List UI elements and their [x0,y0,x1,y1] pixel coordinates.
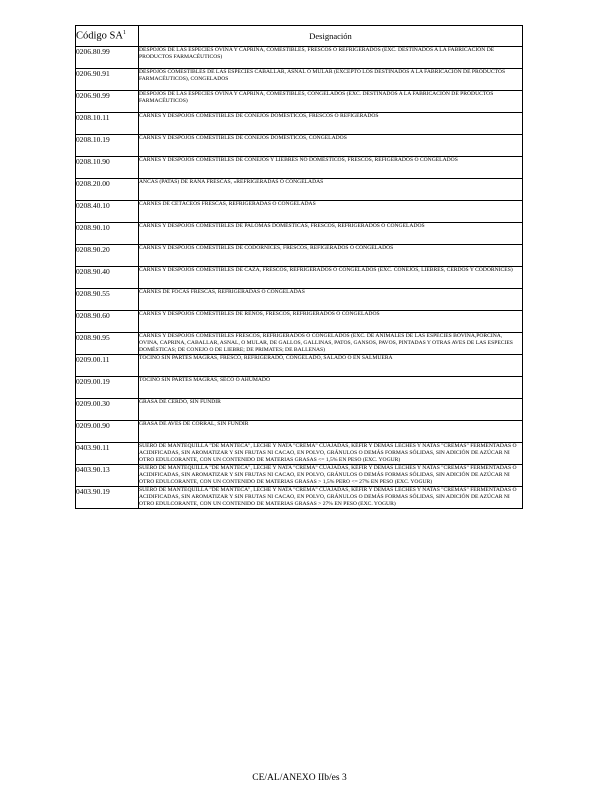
designation-cell: TOCINO SIN PARTES MAGRAS, FRESCO, REFRIGERADO, CONGELADO, SALADO O EN SALMUERA [139,355,523,377]
code-cell: 0208.90.10 [76,223,139,245]
table-row [76,355,523,377]
code-cell: 0403.90.19 [76,487,139,509]
table-row [76,333,523,355]
hs-code-table [75,25,523,509]
designation-cell: SUERO DE MANTEQUILLA "DE MANTECA", LECHE Y NATA "CREMA" CUAJADAS, KÉFIR Y DEMÁS LECHES Y NATAS "CREMAS" FERMENTADAS O ACIDIFICADAS, SIN AROMATIZAR Y SIN FRUTAS NI CACAO, EN POLVO, GRÁNULOS O DEMÁS FORMAS SÓLIDAS, SIN ADICIÓN DE AZÚCAR NI OTRO EDULCORANTE, CON UN CONTENIDO DE MATERIAS GRASAS <= 1,5% EN PESO (EXC. YOGUR) [139,443,523,465]
table-row [76,69,523,91]
designation-cell: CARNES Y DESPOJOS COMESTIBLES DE CONEJOS DOMÉSTICOS, CONGELADOS [139,135,523,157]
designation-cell: DESPOJOS COMESTIBLES DE LAS ESPECIES CABALLAR, ASNAL O MULAR (EXCEPTO LOS DESTINADOS A LA FABRICACIÓN DE PRODUCTOS FARMACÉUTICOS), CONGELADOS [139,69,523,91]
code-cell: 0208.10.90 [76,157,139,179]
table-row [76,179,523,201]
designation-cell: CARNES Y DESPOJOS COMESTIBLES DE CODORNICES, FRESCOS, REFIGERADOS O CONGELADOS [139,245,523,267]
table-row [76,135,523,157]
designation-cell: DESPOJOS DE LAS ESPECIES OVINA Y CAPRINA, COMESTIBLES, CONGELADOS (EXC. DESTINADOS A LA FABRICACIÓN DE PRODUCTOS FARMACÉUTICOS) [139,91,523,113]
code-cell: 0209.00.30 [76,399,139,421]
designation-cell: GRASA DE AVES DE CORRAL, SIN FUNDIR [139,421,523,443]
code-cell: 0206.80.99 [76,47,139,69]
code-cell: 0208.10.19 [76,135,139,157]
designation-cell: TOCINO SIN PARTES MAGRAS, SECO O AHUMADO [139,377,523,399]
table-row [76,311,523,333]
header-designation: Designación [139,26,523,47]
code-cell: 0208.40.10 [76,201,139,223]
code-cell: 0208.20.00 [76,179,139,201]
table-body [76,47,523,509]
code-cell: 0206.90.91 [76,69,139,91]
designation-cell: SUERO DE MANTEQUILLA "DE MANTECA", LECHE Y NATA "CREMA" CUAJADAS, KÉFIR Y DEMÁS LECHES Y NATAS "CREMAS" FERMENTADAS O ACIDIFICADAS, SIN AROMATIZAR Y SIN FRUTAS NI CACAO, EN POLVO, GRÁNULOS O DEMÁS FORMAS SÓLIDAS, SIN ADICIÓN DE AZÚCAR NI OTRO EDULCORANTE, CON UN CONTENIDO DE MATERIAS GRASAS > 27% EN PESO (EXC. YOGUR) [139,487,523,509]
header-code-label: Código SA [76,30,123,42]
table-row [76,201,523,223]
table-row [76,113,523,135]
code-cell: 0209.00.90 [76,421,139,443]
code-cell: 0208.10.11 [76,113,139,135]
table-row [76,487,523,509]
code-cell: 0208.90.95 [76,333,139,355]
table-row [76,377,523,399]
designation-cell: CARNES Y DESPOJOS COMESTIBLES DE PALOMAS DOMÉSTICAS, FRESCOS, REFRIGERADOS O CONGELADOS [139,223,523,245]
code-cell: 0208.90.20 [76,245,139,267]
designation-cell: GRASA DE CERDO, SIN FUNDIR [139,399,523,421]
table-header-row [76,26,523,47]
designation-cell: CARNES Y DESPOJOS COMESTIBLES DE CONEJOS DOMÉSTICOS, FRESCOS O REFIGERADOS [139,113,523,135]
code-cell: 0403.90.13 [76,465,139,487]
designation-cell: CARNES Y DESPOJOS COMESTIBLES FRESCOS, REFRIGERADOS O CONGELADOS (EXC. DE ANIMALES DE LAS ESPECIES BOVINA,PORCINA, OVINA, CAPRINA, CABALLAR, ASNAL, O MULAR, DE GALLOS, GALLINAS, PATOS, GANSOS, PAVOS, PINTADAS Y OTRAS AVES DE LAS ESPECIES DOMÉSTICAS; DE CONEJO O DE LIEBRE; DE PRIMATES; DE BALLENAS) [139,333,523,355]
table-row [76,399,523,421]
table-row [76,157,523,179]
code-cell: 0403.90.11 [76,443,139,465]
designation-cell: CARNES DE CETÁCEOS FRESCAS, REFRIGERADAS O CONGELADAS [139,201,523,223]
table-row [76,47,523,69]
designation-cell: ANCAS (PATAS) DE RANA FRESCAS, «REFRIGERADAS O CONGELADAS [139,179,523,201]
table-row [76,421,523,443]
designation-cell: CARNES Y DESPOJOS COMESTIBLES DE RENOS, FRESCOS, REFRIGERADOS O CONGELADOS [139,311,523,333]
designation-cell: DESPOJOS DE LAS ESPECIES OVINA Y CAPRINA, COMESTIBLES, FRESCOS O REFRIGERADOS (EXC. DESTINADOS A LA FABRICACIÓN DE PRODUCTOS FARMACÉUTICOS) [139,47,523,69]
table-row [76,465,523,487]
code-cell: 0208.90.55 [76,289,139,311]
table-row [76,443,523,465]
page-footer: CE/AL/ANEXO IIb/es 3 [252,773,347,783]
designation-cell: CARNES Y DESPOJOS COMESTIBLES DE CAZA, FRESCOS, REFRIGERADOS O CONGELADOS (EXC. CONEJOS, LIEBRES, CERDOS Y CODORNICES) [139,267,523,289]
table-row [76,245,523,267]
code-cell: 0208.90.40 [76,267,139,289]
header-code [76,26,139,47]
code-cell: 0206.90.99 [76,91,139,113]
code-cell: 0208.90.60 [76,311,139,333]
table-row [76,91,523,113]
table-row [76,289,523,311]
table-row [76,267,523,289]
code-cell: 0209.00.11 [76,355,139,377]
designation-cell: CARNES Y DESPOJOS COMESTIBLES DE CONEJOS Y LIEBRES NO DOMÉSTICOS, FRESCOS, REFIGERADOS O CONGELADOS [139,157,523,179]
table-row [76,223,523,245]
designation-cell: SUERO DE MANTEQUILLA "DE MANTECA", LECHE Y NATA "CREMA" CUAJADAS, KÉFIR Y DEMÁS LECHES Y NATAS "CREMAS" FERMENTADAS O ACIDIFICADAS, SIN AROMATIZAR Y SIN FRUTAS NI CACAO, EN POLVO, GRÁNULOS O DEMÁS FORMAS SÓLIDAS, SIN ADICIÓN DE AZÚCAR NI OTRO EDULCORANTE, CON UN CONTENIDO DE MATERIAS GRASAS > 1,5% PERO <= 27% EN PESO (EXC. YOGUR) [139,465,523,487]
code-cell: 0209.00.19 [76,377,139,399]
designation-cell: CARNES DE FOCAS FRESCAS, REFRIGERADAS O CONGELADAS [139,289,523,311]
footnote-marker: 1 [122,30,126,37]
